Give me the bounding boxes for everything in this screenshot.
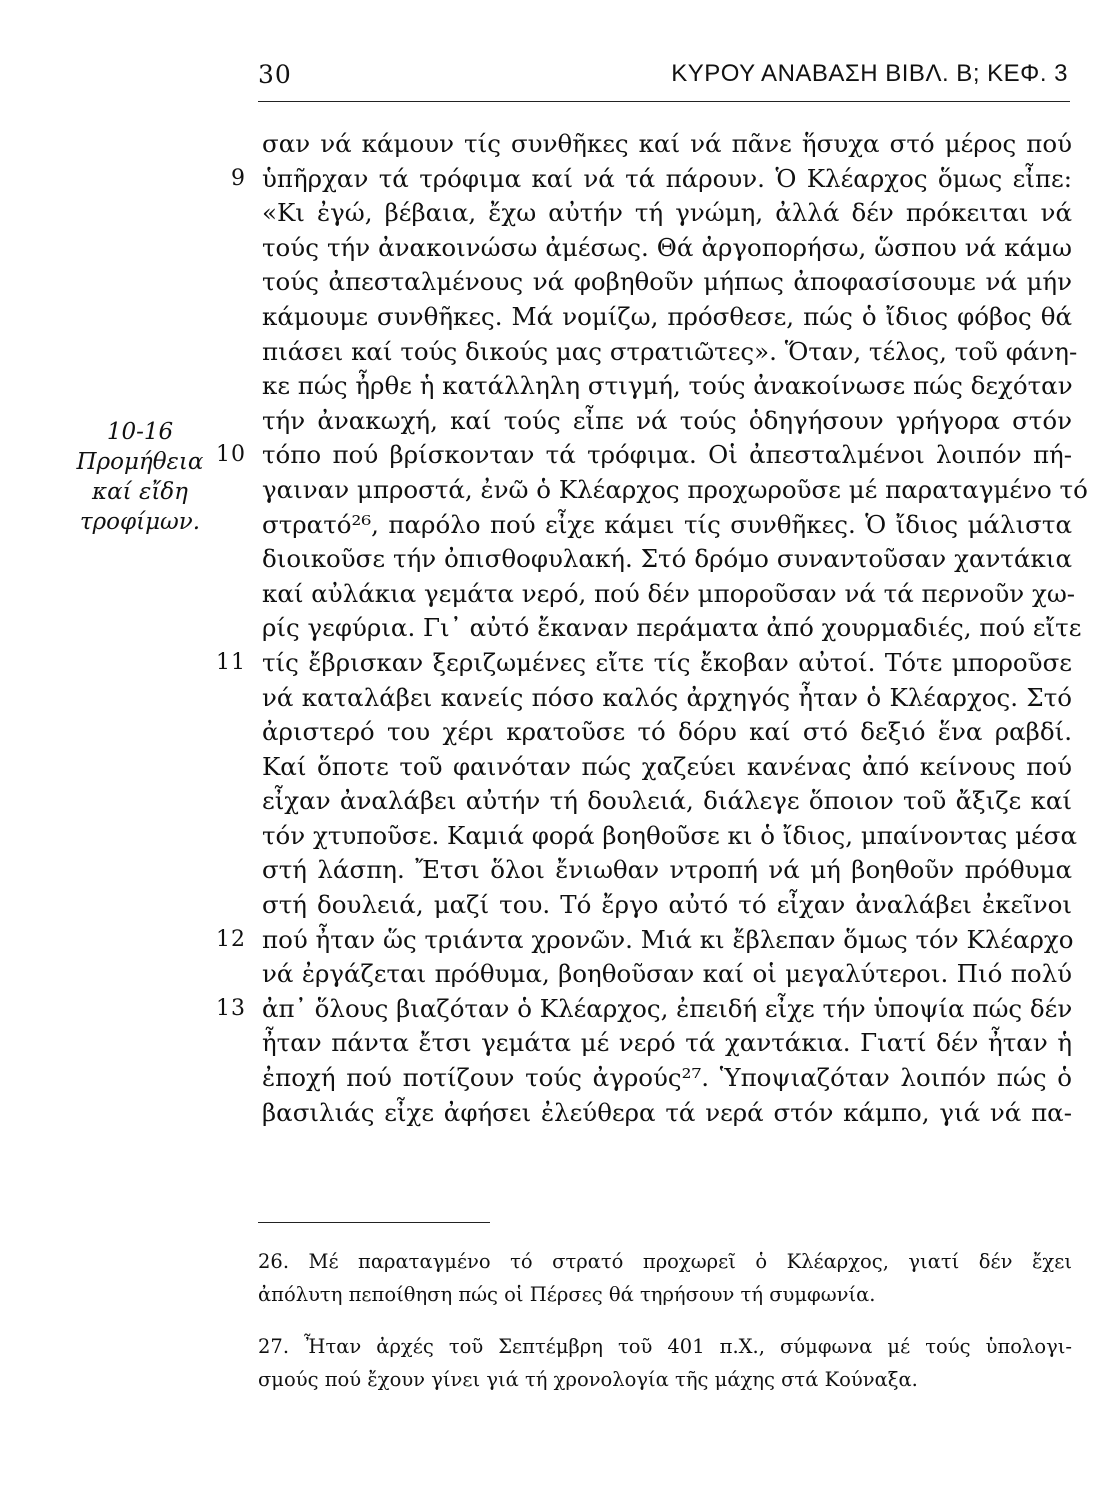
- page-number: 30: [258, 60, 292, 89]
- line-text: καί αὐλάκια γεμάτα νερό, πού δέν μποροῦσαν νά τά περνοῦν χω-: [262, 578, 1076, 608]
- line-text: Καί ὅποτε τοῦ φαινόταν πώς χαζεύει κανένας ἀπό κείνους πού: [262, 751, 1072, 781]
- line-text: γαιναν μπροστά, ἐνῶ ὁ Κλέαρχος προχωροῦσε μέ παραταγμένο τό: [262, 474, 1088, 504]
- paragraph-number: 12: [216, 926, 246, 952]
- line-text: κε πώς ἦρθε ἡ κατάλληλη στιγμή, τούς ἀνακοίνωσε πώς δεχόταν: [262, 371, 1073, 401]
- main-text: [216, 127, 1088, 1130]
- footnote-line: 27. Ἦταν ἀρχές τοῦ Σεπτέμβρη τοῦ 401 π.Χ., σύμφωνα μέ τούς ὑπολογι-: [258, 1335, 1072, 1358]
- text-line: [231, 162, 1072, 197]
- footnote-line: ἀπόλυτη πεποίθηση πώς οἱ Πέρσες θά τηρήσουν τή συμφωνία.: [258, 1283, 876, 1306]
- running-head: ΚΥΡΟΥ ΑΝΑΒΑΣΗ ΒΙΒΛ. Β; ΚΕΦ. 3: [671, 60, 1068, 87]
- line-text: εἶχαν ἀναλάβει αὐτήν τή δουλειά, διάλεγε ὅποιον τοῦ ἄξιζε καί: [262, 786, 1072, 816]
- line-text: βασιλιάς εἶχε ἀφήσει ἐλεύθερα τά νερά στόν κάμπο, γιά νά πα-: [262, 1097, 1072, 1127]
- text-line: [262, 1061, 1072, 1096]
- line-text: διοικοῦσε τήν ὀπισθοφυλακή. Στό δρόμο συναντοῦσαν χαντάκια: [262, 544, 1072, 574]
- paragraph-number: 9: [231, 165, 246, 191]
- footnote-27: [258, 1330, 1072, 1396]
- text-line: [262, 577, 1076, 612]
- line-text: ἀριστερό του χέρι κρατοῦσε τό δόρυ καί στό δεξιό ἕνα ραβδί.: [262, 717, 1072, 747]
- text-line: [262, 715, 1072, 750]
- text-line: [262, 473, 1088, 508]
- text-line: [262, 819, 1078, 854]
- text-line: [262, 1026, 1072, 1061]
- footnotes: [258, 1245, 1072, 1415]
- line-text: κάμουμε συνθῆκες. Μά νομίζω, πρόσθεσε, πώς ὁ ἴδιος φόβος θά: [262, 301, 1072, 331]
- line-text: νά ἐργάζεται πρόθυμα, βοηθοῦσαν καί οἱ μεγαλύτεροι. Πιό πολύ: [262, 959, 1072, 989]
- line-text: τήν ἀνακωχή, καί τούς εἶπε νά τούς ὁδηγήσουν γρήγορα στόν: [262, 405, 1072, 435]
- margin-note-range: 10-16: [106, 419, 174, 445]
- text-line: [262, 542, 1072, 577]
- text-line: [262, 508, 1072, 543]
- text-line: [262, 888, 1072, 923]
- text-line: [262, 127, 1072, 162]
- line-text: τούς τήν ἀνακοινώσω ἀμέσως. Θά ἀργοπορήσω, ὥσπου νά κάμω: [262, 232, 1072, 262]
- line-text: ἐποχή πού ποτίζουν τούς ἀγρούς²⁷. Ὑποψιαζόταν λοιπόν πώς ὁ: [262, 1063, 1072, 1093]
- text-line: [262, 369, 1072, 404]
- footnote-26: [258, 1245, 1072, 1311]
- text-line: [216, 992, 1073, 1027]
- text-line: [262, 231, 1072, 266]
- line-text: τόν χτυποῦσε. Καμιά φορά βοηθοῦσε κι ὁ ἴδιος, μπαίνοντας μέσα: [262, 820, 1078, 850]
- footnote-line: 26. Μέ παραταγμένο τό στρατό προχωρεῖ ὁ Κλέαρχος, γιατί δέν ἔχει: [258, 1250, 1072, 1273]
- text-line: [262, 335, 1078, 370]
- text-line: [262, 750, 1072, 785]
- text-line: [262, 265, 1072, 300]
- line-text: στρατό²⁶, παρόλο πού εἶχε κάμει τίς συνθῆκες. Ὁ ἴδιος μάλιστα: [262, 509, 1072, 539]
- text-line: [262, 681, 1072, 716]
- margin-note-line: Προμήθεια: [76, 449, 204, 475]
- margin-note-line: τροφίμων.: [79, 509, 201, 535]
- line-text: σαν νά κάμουν τίς συνθῆκες καί νά πᾶνε ἥσυχα στό μέρος πού: [262, 129, 1072, 158]
- text-line: [216, 438, 1072, 473]
- text-line: [262, 957, 1072, 992]
- margin-note-line: καί εἴδη: [92, 479, 188, 505]
- line-text: πιάσει καί τούς δικούς μας στρατιῶτες». Ὅταν, τέλος, τοῦ φάνη-: [262, 336, 1078, 366]
- header-rule: [258, 101, 1070, 102]
- text-line: [262, 611, 1082, 646]
- line-text: στή δουλειά, μαζί του. Τό ἔργο αὐτό τό εἶχαν ἀναλάβει ἐκεῖνοι: [262, 890, 1072, 920]
- line-text: ἦταν πάντα ἔτσι γεμάτα μέ νερό τά χαντάκια. Γιατί δέν ἦταν ἡ: [262, 1028, 1072, 1058]
- line-text: ὑπῆρχαν τά τρόφιμα καί νά τά πάρουν. Ὁ Κλέαρχος ὅμως εἶπε:: [262, 163, 1072, 193]
- text-line: [262, 784, 1072, 819]
- line-text: ρίς γεφύρια. Γι᾽ αὐτό ἔκαναν περάματα ἀπό χουρμαδιές, πού εἴτε: [262, 613, 1082, 643]
- paragraph-number: 11: [216, 649, 246, 675]
- line-text: στή λάσπη. Ἔτσι ὅλοι ἔνιωθαν ντροπή νά μή βοηθοῦν πρόθυμα: [262, 855, 1072, 885]
- line-text: τόπο πού βρίσκονταν τά τρόφιμα. Οἱ ἀπεσταλμένοι λοιπόν πή-: [262, 440, 1072, 470]
- line-text: τούς ἀπεσταλμένους νά φοβηθοῦν μήπως ἀποφασίσουμε νά μήν: [262, 267, 1072, 297]
- page-header: [258, 60, 1070, 96]
- text-line: [262, 1096, 1072, 1131]
- line-text: πού ἦταν ὥς τριάντα χρονῶν. Μιά κι ἔβλεπαν ὅμως τόν Κλέαρχο: [262, 924, 1074, 954]
- margin-note: [40, 417, 240, 537]
- text-line: [262, 853, 1072, 888]
- line-text: νά καταλάβει κανείς πόσο καλός ἀρχηγός ἦταν ὁ Κλέαρχος. Στό: [262, 682, 1072, 712]
- text-line: [216, 646, 1072, 681]
- line-text: τίς ἔβρισκαν ξεριζωμένες εἴτε τίς ἔκοβαν αὐτοί. Τότε μποροῦσε: [262, 647, 1072, 677]
- footnote-line: σμούς πού ἔχουν γίνει γιά τή χρονολογία τῆς μάχης στά Κούναξα.: [258, 1368, 918, 1391]
- paragraph-number: 10: [216, 442, 246, 468]
- text-line: [262, 404, 1072, 439]
- footnote-rule: [258, 1222, 490, 1223]
- line-text: «Κι ἐγώ, βέβαια, ἔχω αὐτήν τή γνώμη, ἀλλά δέν πρόκειται νά: [262, 198, 1072, 228]
- text-line: [216, 923, 1074, 958]
- paragraph-number: 13: [216, 995, 246, 1021]
- text-line: [262, 196, 1072, 231]
- line-text: ἀπ᾽ ὅλους βιαζόταν ὁ Κλέαρχος, ἐπειδή εἶχε τήν ὑποψία πώς δέν: [262, 993, 1073, 1023]
- text-line: [262, 300, 1072, 335]
